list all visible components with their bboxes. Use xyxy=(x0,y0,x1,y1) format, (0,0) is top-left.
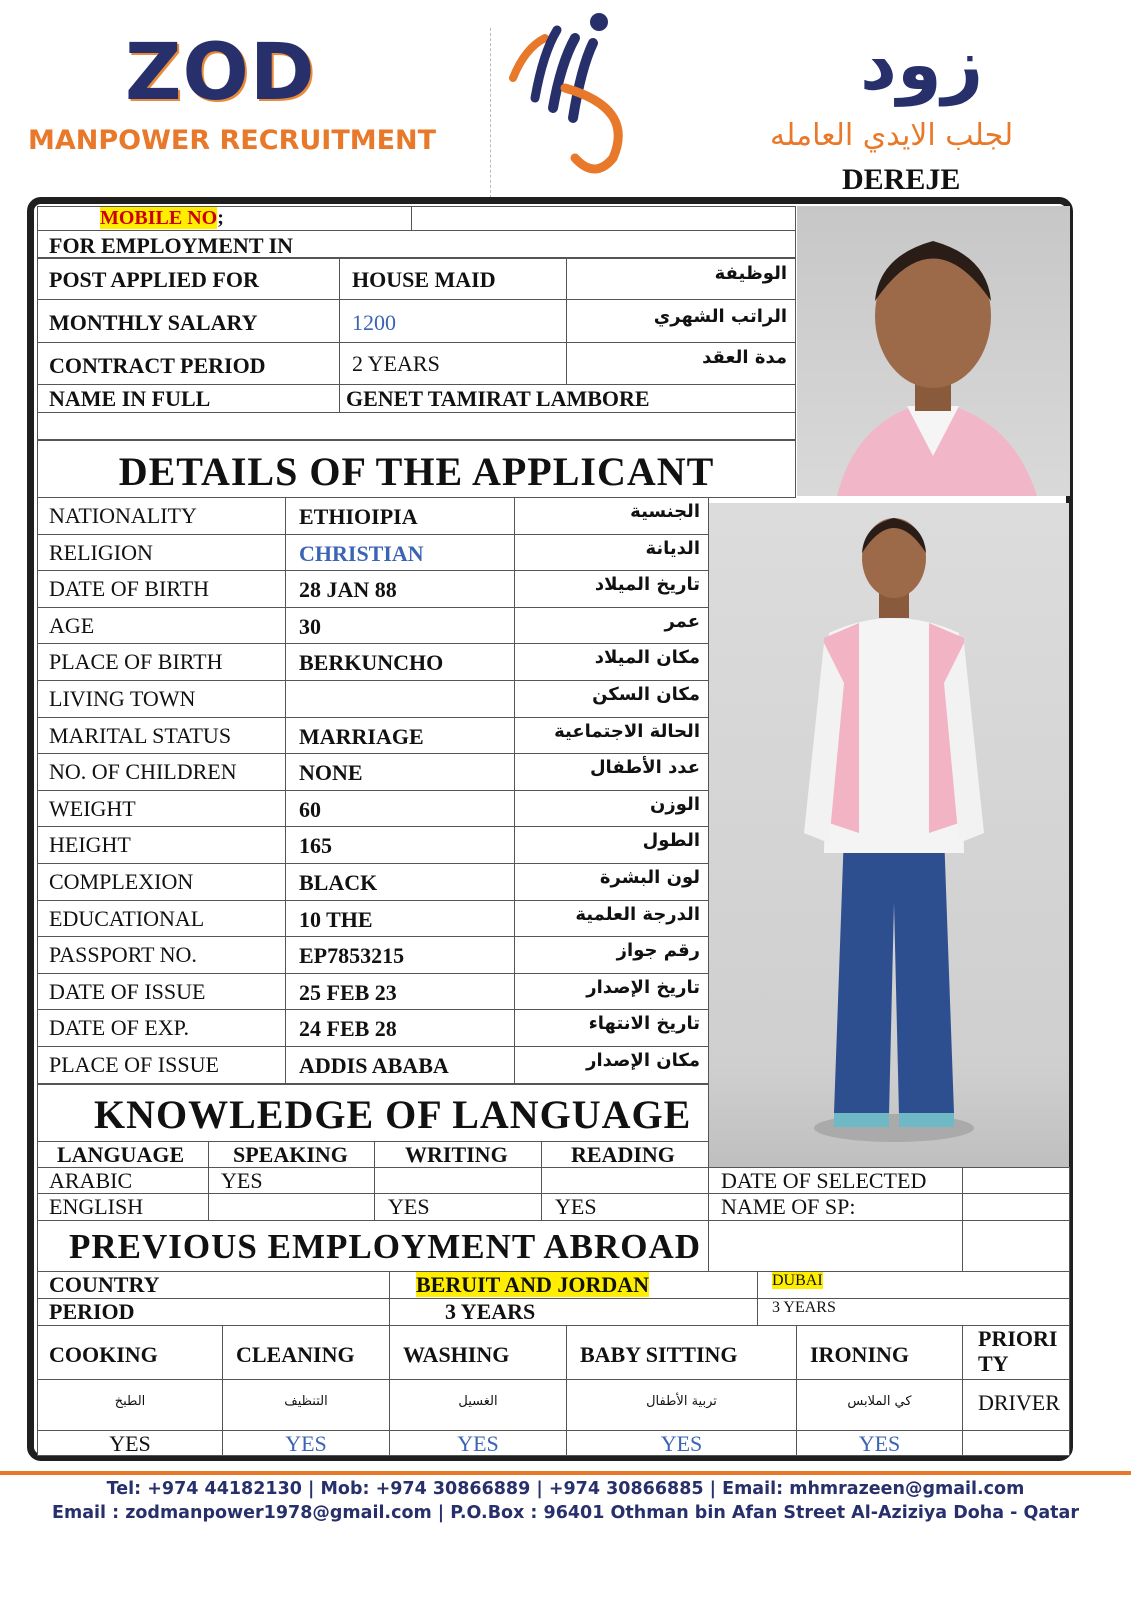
skill-value: YES xyxy=(566,1430,797,1456)
mobile-label-cell xyxy=(37,206,412,231)
detail-value: 28 JAN 88 xyxy=(285,570,515,608)
detail-arabic: تاريخ الانتهاء xyxy=(514,1009,709,1047)
detail-arabic: تاريخ الإصدار xyxy=(514,973,709,1010)
detail-label: NATIONALITY xyxy=(37,497,286,535)
skill-value: YES xyxy=(796,1430,963,1456)
salary-arabic: الراتب الشهري xyxy=(566,299,796,343)
priority-label-line-1: PRIORI xyxy=(978,1326,1058,1351)
detail-arabic: عمر xyxy=(514,607,709,644)
skill-label: WASHING xyxy=(389,1325,567,1380)
lang-arabic-speaking: YES xyxy=(208,1167,375,1194)
lang-english-writing: YES xyxy=(374,1193,542,1221)
salary-value: 1200 xyxy=(339,299,567,343)
detail-arabic: رقم جواز xyxy=(514,936,709,974)
agent-name: DEREJE xyxy=(842,163,961,196)
full-body-photo xyxy=(709,503,1069,1167)
detail-label: DATE OF BIRTH xyxy=(37,570,286,608)
employment-blank-2 xyxy=(962,1220,1070,1272)
footer-line-2: Email : zodmanpower1978@gmail.com | P.O.Box : 96401 Othman bin Afan Street Al-Aziziya Doha - Qatar xyxy=(52,1503,1079,1523)
lang-header-reading: READING xyxy=(541,1141,709,1168)
period-2: 3 YEARS xyxy=(757,1298,1070,1326)
detail-arabic: عدد الأطفال xyxy=(514,753,709,791)
employment-blank-1 xyxy=(708,1220,963,1272)
lang-header-speaking: SPEAKING xyxy=(208,1141,375,1168)
post-arabic: الوظيفة xyxy=(566,258,796,300)
lang-english-speaking xyxy=(208,1193,375,1221)
header-divider xyxy=(490,28,491,198)
detail-arabic: الوزن xyxy=(514,790,709,827)
date-selected-value xyxy=(962,1167,1070,1194)
detail-label: NO. OF CHILDREN xyxy=(37,753,286,791)
brand-mark-icon xyxy=(505,8,635,178)
detail-label: WEIGHT xyxy=(37,790,286,827)
detail-value: MARRIAGE xyxy=(285,717,515,754)
country-2-cell xyxy=(757,1271,1070,1299)
blank-row xyxy=(37,412,796,440)
detail-arabic: الطول xyxy=(514,826,709,864)
priority-value: DRIVER xyxy=(962,1379,1070,1431)
brand-arabic: زود xyxy=(860,22,984,106)
contract-label: CONTRACT PERIOD xyxy=(37,342,340,385)
full-body-placeholder-icon xyxy=(709,503,1069,1167)
sponsor-name-label: NAME OF SP: xyxy=(708,1193,963,1221)
lang-header-writing: WRITING xyxy=(374,1141,542,1168)
footer-divider xyxy=(0,1471,1131,1475)
brand-logo-text: ZOD xyxy=(125,28,316,118)
mobile-label: MOBILE NO xyxy=(100,207,218,229)
detail-value: 10 THE xyxy=(285,900,515,937)
detail-arabic: لون البشرة xyxy=(514,863,709,901)
country-1: BERUIT AND JORDAN xyxy=(416,1272,650,1297)
detail-arabic: الدرجة العلمية xyxy=(514,900,709,937)
skill-label: COOKING xyxy=(37,1325,223,1380)
detail-arabic: مكان السكن xyxy=(514,680,709,718)
country-1-cell xyxy=(389,1271,758,1299)
name-label: NAME IN FULL xyxy=(37,384,340,413)
detail-value: 60 xyxy=(285,790,515,827)
lang-english-reading: YES xyxy=(541,1193,709,1221)
mobile-suffix: ; xyxy=(217,207,224,229)
date-selected-label: DATE OF SELECTED xyxy=(708,1167,963,1194)
detail-label: LIVING TOWN xyxy=(37,680,286,718)
detail-value: ADDIS ABABA xyxy=(285,1046,515,1084)
detail-label: EDUCATIONAL xyxy=(37,900,286,937)
employment-in: FOR EMPLOYMENT IN xyxy=(37,230,796,258)
skill-value: YES xyxy=(222,1430,390,1456)
detail-value: ETHIOIPIA xyxy=(285,497,515,535)
brand-arabic-subtitle: لجلب الايدي العامله xyxy=(770,118,1014,153)
portrait-placeholder-icon xyxy=(797,206,1070,496)
employment-title: PREVIOUS EMPLOYMENT ABROAD xyxy=(37,1220,709,1272)
post-value: HOUSE MAID xyxy=(339,258,567,300)
footer-line-1: Tel: +974 44182130 | Mob: +974 30866889 | +974 30866885 | Email: mhmrazeen@gmail.com xyxy=(106,1479,1025,1499)
skill-arabic: كي الملابس xyxy=(796,1379,963,1431)
salary-label: MONTHLY SALARY xyxy=(37,299,340,343)
detail-arabic: مكان الإصدار xyxy=(514,1046,709,1084)
detail-value: 30 xyxy=(285,607,515,644)
skill-label: IRONING xyxy=(796,1325,963,1380)
name-value: GENET TAMIRAT LAMBORE xyxy=(339,384,796,413)
period-label: PERIOD xyxy=(37,1298,390,1326)
skill-arabic: تربية الأطفال xyxy=(566,1379,797,1431)
country-label: COUNTRY xyxy=(37,1271,390,1299)
detail-value: CHRISTIAN xyxy=(285,534,515,571)
lang-arabic-writing xyxy=(374,1167,542,1194)
skill-value: YES xyxy=(37,1430,223,1456)
detail-value: NONE xyxy=(285,753,515,791)
lang-row-english: ENGLISH xyxy=(37,1193,209,1221)
skill-value: YES xyxy=(389,1430,567,1456)
contract-value: 2 YEARS xyxy=(339,342,567,385)
detail-value: 165 xyxy=(285,826,515,864)
skill-arabic: الغسيل xyxy=(389,1379,567,1431)
detail-label: PLACE OF BIRTH xyxy=(37,643,286,681)
detail-arabic: الجنسية xyxy=(514,497,709,535)
detail-label: DATE OF EXP. xyxy=(37,1009,286,1047)
details-title: DETAILS OF THE APPLICANT xyxy=(37,440,796,498)
detail-label: PLACE OF ISSUE xyxy=(37,1046,286,1084)
detail-value: EP7853215 xyxy=(285,936,515,974)
detail-label: PASSPORT NO. xyxy=(37,936,286,974)
mobile-value-cell xyxy=(411,206,796,231)
detail-value xyxy=(285,680,515,718)
detail-label: MARITAL STATUS xyxy=(37,717,286,754)
lang-row-arabic: ARABIC xyxy=(37,1167,209,1194)
detail-label: COMPLEXION xyxy=(37,863,286,901)
skill-arabic: الطبخ xyxy=(37,1379,223,1431)
language-title: KNOWLEDGE OF LANGUAGE xyxy=(37,1084,709,1142)
detail-label: HEIGHT xyxy=(37,826,286,864)
detail-value: 24 FEB 28 xyxy=(285,1009,515,1047)
detail-arabic: مكان الميلاد xyxy=(514,643,709,681)
detail-arabic: الديانة xyxy=(514,534,709,571)
detail-label: RELIGION xyxy=(37,534,286,571)
detail-value: 25 FEB 23 xyxy=(285,973,515,1010)
priority-label-line-2: TY xyxy=(978,1351,1009,1376)
post-label: POST APPLIED FOR xyxy=(37,258,340,300)
skill-arabic: التنظيف xyxy=(222,1379,390,1431)
brand-subtitle: MANPOWER RECRUITMENT xyxy=(28,125,437,156)
detail-arabic: تاريخ الميلاد xyxy=(514,570,709,608)
priority-blank xyxy=(962,1430,1070,1456)
detail-value: BERKUNCHO xyxy=(285,643,515,681)
portrait-photo xyxy=(797,206,1070,496)
skill-label: BABY SITTING xyxy=(566,1325,797,1380)
lang-arabic-reading xyxy=(541,1167,709,1194)
period-1: 3 YEARS xyxy=(389,1298,758,1326)
contract-arabic: مدة العقد xyxy=(566,342,796,385)
priority-label xyxy=(962,1325,1070,1380)
skill-label: CLEANING xyxy=(222,1325,390,1380)
sponsor-name-value xyxy=(962,1193,1070,1221)
detail-label: AGE xyxy=(37,607,286,644)
detail-value: BLACK xyxy=(285,863,515,901)
country-2: DUBAI xyxy=(772,1272,823,1289)
lang-header-language: LANGUAGE xyxy=(37,1141,209,1168)
detail-label: DATE OF ISSUE xyxy=(37,973,286,1010)
detail-arabic: الحالة الاجتماعية xyxy=(514,717,709,754)
